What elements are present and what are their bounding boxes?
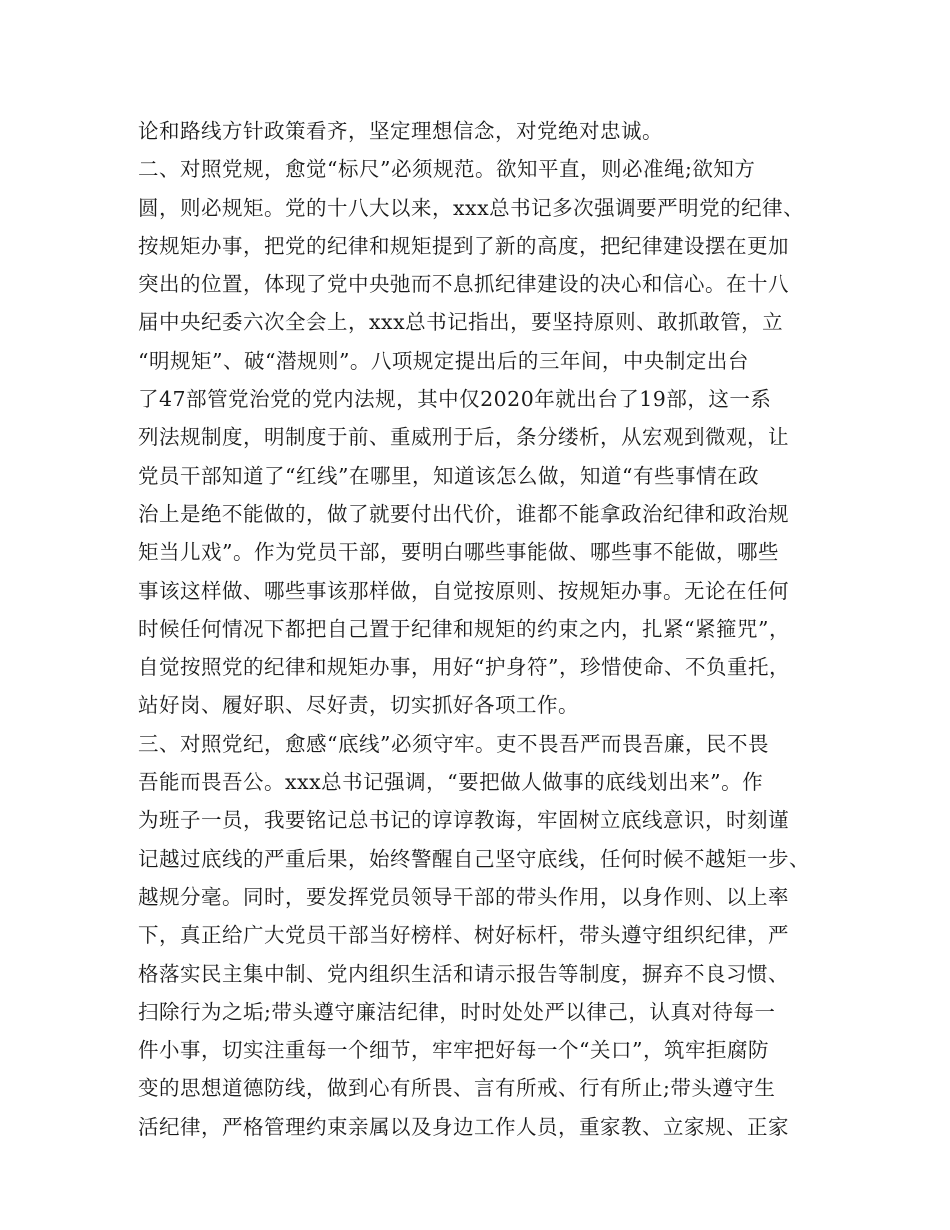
text-line: 吾能而畏吾公。xxx总书记强调，“要把做人做事的底线划出来”。作 xyxy=(138,770,764,795)
text-line: 件小事，切实注重每一个细节，牢牢把好每一个“关口”，筑牢拒腐防 xyxy=(138,1038,769,1063)
text-line: 活纪律，严格管理约束亲属以及身边工作人员，重家教、立家规、正家 xyxy=(138,1114,789,1139)
text-line: 时候任何情况下都把自己置于纪律和规矩的约束之内，扎紧“紧箍咒”， xyxy=(138,616,790,641)
text-line: 列法规制度，明制度于前、重威刑于后，条分缕析，从宏观到微观，让 xyxy=(138,425,789,450)
text-line: 变的思想道德防线，做到心有所畏、言有所戒、行有所止;带头遵守生 xyxy=(138,1076,776,1101)
text-line: 党员干部知道了“红线”在哪里，知道该怎么做，知道“有些事情在政 xyxy=(138,463,759,488)
text-line: 按规矩办事，把党的纪律和规矩提到了新的高度，把纪律建设摆在更加 xyxy=(138,233,789,258)
text-line: 三、对照党纪，愈感“底线”必须守牢。吏不畏吾严而畏吾廉，民不畏 xyxy=(138,731,769,756)
text-line: 届中央纪委六次全会上，xxx总书记指出，要坚持原则、敢抓敢管，立 xyxy=(138,310,784,335)
text-line: 扫除行为之垢;带头遵守廉洁纪律，时时处处严以律己，认真对待每一 xyxy=(138,999,776,1024)
text-line: 下，真正给广大党员干部当好榜样、树好标杆，带头遵守组织纪律，严 xyxy=(138,923,789,948)
text-line: 矩当儿戏”。作为党员干部，要明白哪些事能做、哪些事不能做，哪些 xyxy=(138,540,779,565)
text-line: 站好岗、履好职、尽好责，切实抓好各项工作。 xyxy=(138,693,579,718)
text-line: 为班子一员，我要铭记总书记的谆谆教诲，牢固树立底线意识，时刻谨 xyxy=(138,808,789,833)
body-text xyxy=(138,112,828,1146)
text-line: 二、对照党规，愈觉“标尺”必须规范。欲知平直，则必准绳;欲知方 xyxy=(138,157,756,182)
text-line: 事该这样做、哪些事该那样做，自觉按原则、按规矩办事。无论在任何 xyxy=(138,578,789,603)
text-line: 记越过底线的严重后果，始终警醒自己坚守底线，任何时候不越矩一步、 xyxy=(138,846,810,871)
text-line: 越规分毫。同时，要发挥党员领导干部的带头作用，以身作则、以上率 xyxy=(138,884,789,909)
text-line: 治上是绝不能做的，做了就要付出代价，谁都不能拿政治纪律和政治规 xyxy=(138,501,789,526)
text-line: 了47部管党治党的党内法规，其中仅2020年就出台了19部，这一系 xyxy=(138,387,772,412)
text-line: 突出的位置，体现了党中央弛而不息抓纪律建设的决心和信心。在十八 xyxy=(138,272,789,297)
text-line: 格落实民主集中制、党内组织生活和请示报告等制度，摒弃不良习惯、 xyxy=(138,961,789,986)
text-line: 自觉按照党的纪律和规矩办事，用好“护身符”，珍惜使命、不负重托， xyxy=(138,655,790,680)
text-line: 论和路线方针政策看齐，坚定理想信念，对党绝对忠诚。 xyxy=(138,119,663,143)
text-line: 圆，则必规矩。党的十八大以来，xxx总书记多次强调要严明党的纪律、 xyxy=(138,195,805,220)
text-line: “明规矩”、破“潜规则”。八项规定提出后的三年间，中央制定出台 xyxy=(138,348,749,373)
